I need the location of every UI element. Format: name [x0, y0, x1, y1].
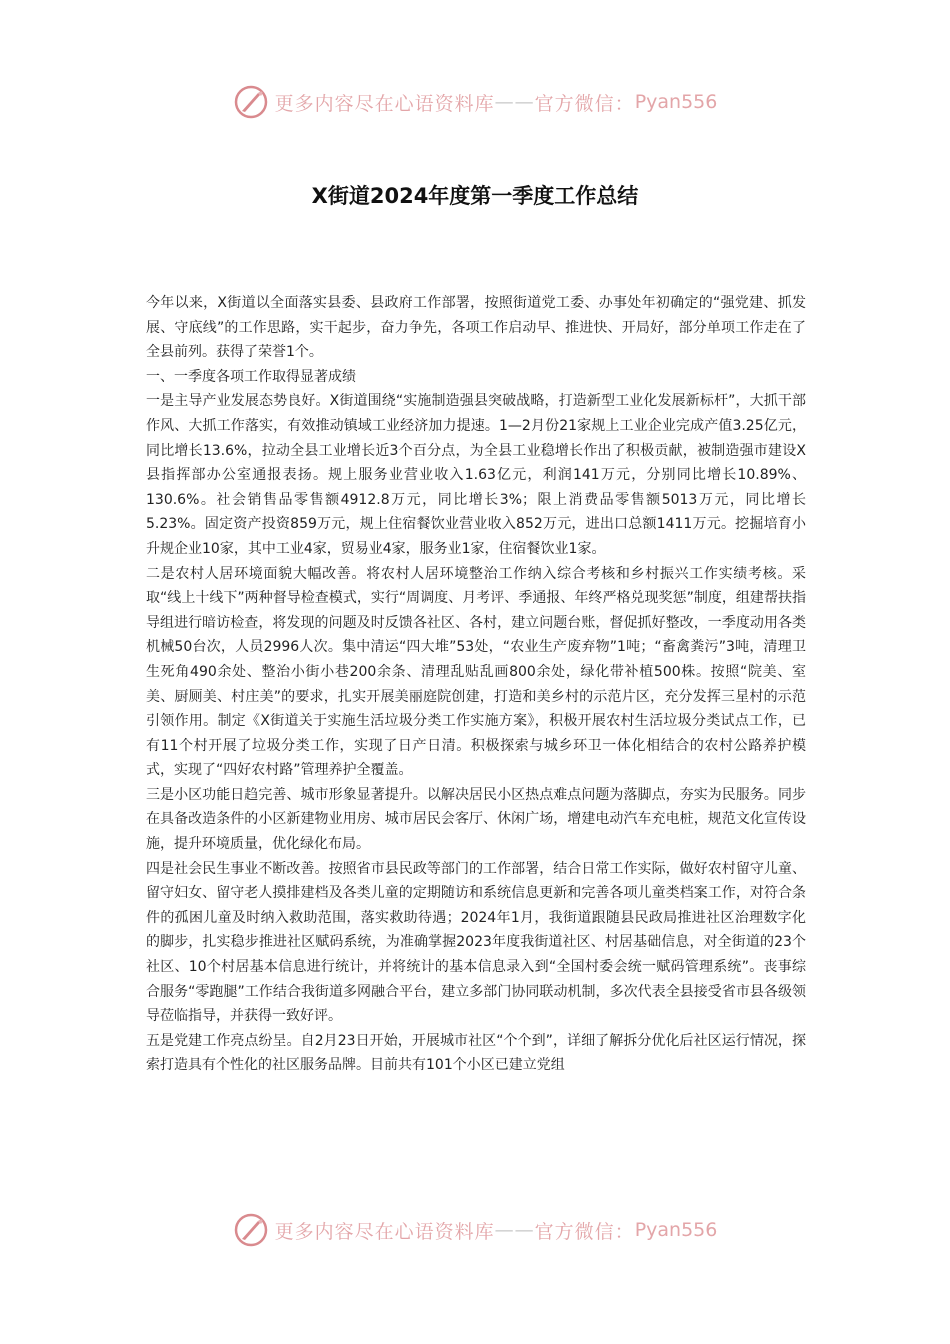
document-title: X街道2024年度第一季度工作总结	[311, 184, 639, 208]
watermark-wechat-label: 官方微信：	[534, 92, 635, 115]
watermark-handle: Pyan556	[634, 91, 718, 113]
watermark-footer	[0, 1208, 950, 1252]
paragraph-environment: 二是农村人居环境面貌大幅改善。将农村人居环境整治工作纳入综合考核和乡村振兴工作实绩考核。采取“线上十线下”两种督导检查模式，实行“周调度、月考评、季通报、年终严格兑现奖惩”制度，组建帮扶指导组进行暗访检查，将发现的问题及时反馈各社区、各村，建立问题台账，督促抓好整改，一季度动用各类机械50台次，人员2996人次。集中清运“四大堆”53处，“农业生产废弃物”1吨；“畜禽粪污”3吨，清理卫生死角490余处、整治小街小巷200余条、清理乱贴乱画800余处，绿化带补植500株。按照“院美、室美、厨厕美、村庄美”的要求，扎实开展美丽庭院创建，打造和美乡村的示范片区，充分发挥三星村的示范引领作用。制定《X街道关于实施生活垃圾分类工作实施方案》，积极开展农村生活垃圾分类试点工作，已有11个村开展了垃圾分类工作，实现了日产日清。积极探索与城乡环卫一体化相结合的农村公路养护模式，实现了“四好农村路”管理养护全覆盖。	[146, 565, 806, 779]
watermark-wechat-label: 官方微信：	[534, 1220, 635, 1243]
watermark-handle: Pyan556	[634, 1219, 718, 1241]
paragraph-intro: 今年以来，X街道以全面落实县委、县政府工作部署，按照街道党工委、办事处年初确定的“强党建、抓发展、守底线”的工作思路，实干起步，奋力争先，各项工作启动早、推进快、开局好，部分单项工作走在了全县前列。获得了荣誉1个。	[146, 295, 806, 361]
section-heading: 一、一季度各项工作取得显著成绩	[146, 368, 356, 385]
watermark-separator: ——	[494, 91, 535, 113]
quill-logo-icon	[233, 84, 269, 120]
paragraph-community: 三是小区功能日趋完善、城市形象显著提升。以解决居民小区热点难点问题为落脚点，夯实为民服务。同步在具备改造条件的小区新建物业用房、城市居民会客厅、休闲广场，增建电动汽车充电桩，规范文化宣传设施，提升环境质量，优化绿化布局。	[146, 786, 806, 853]
watermark-header	[0, 80, 950, 124]
paragraph-industry: 一是主导产业发展态势良好。X街道围绕“实施制造强县突破战略，打造新型工业化发展新标杆”，大抓干部作风、大抓工作落实，有效推动镇域工业经济加力提速。1—2月份21家规上工业企业完成产值3.25亿元，同比增长13.6%，拉动全县工业增长近3个百分点，为全县工业稳增长作出了积极贡献，被制造强市建设X县指挥部办公室通报表扬。规上服务业营业收入1.63亿元，利润141万元，分别同比增长10.89%、130.6%。社会销售品零售额4912.8万元，同比增长3%；限上消费品零售额5013万元，同比增长5.23%。固定资产投资859万元，规上住宿餐饮业营业收入852万元，进出口总额1411万元。挖掘培育小升规企业10家，其中工业4家，贸易业4家，服务业1家，住宿餐饮业1家。	[146, 393, 806, 557]
watermark-text: 更多内容尽在心语资料库	[274, 92, 495, 115]
paragraph-welfare: 四是社会民生事业不断改善。按照省市县民政等部门的工作部署，结合日常工作实际，做好农村留守儿童、留守妇女、留守老人摸排建档及各类儿童的定期随访和系统信息更新和完善各项儿童类档案工作，对符合条件的孤困儿童及时纳入救助范围，落实救助待遇；2024年1月，我街道跟随县民政局推进社区治理数字化的脚步，扎实稳步推进社区赋码系统，为准确掌握2023年度我街道社区、村居基础信息，对全街道的23个社区、10个村居基本信息进行统计，并将统计的基本信息录入到“全国村委会统一赋码管理系统”。丧事综合服务“零跑腿”工作结合我街道多网融合平台，建立多部门协同联动机制，多次代表全县接受省市县各级领导莅临指导，并获得一致好评。	[146, 860, 806, 1025]
quill-logo-icon	[233, 1212, 269, 1248]
watermark-text: 更多内容尽在心语资料库	[274, 1220, 495, 1243]
paragraph-party-building: 五是党建工作亮点纷呈。自2月23日开始，开展城市社区“个个到”，详细了解拆分优化后社区运行情况，探索打造具有个性化的社区服务品牌。目前共有101个小区已建立党组	[146, 1032, 806, 1074]
document-body	[146, 291, 806, 1078]
watermark-separator: ——	[494, 1219, 535, 1241]
